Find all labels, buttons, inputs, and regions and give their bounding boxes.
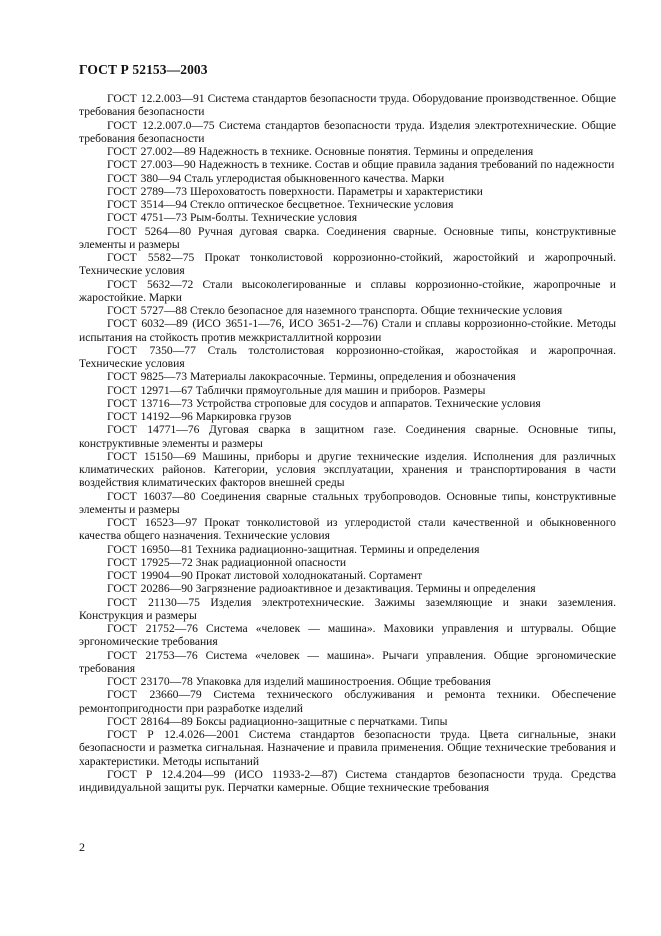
reference-title: Изделия электротехнические. Зажимы заземляющие и знаки заземления. Конструкция и размеры [79,595,617,622]
reference-title: Надежность в технике. Основные понятия. Термины и определения [198,145,534,158]
reference-title: Прокат тонколистовой из углеродистой стали качественной и обыкновенного качества общего назначения. Технические условия [79,516,616,543]
reference-item [79,225,616,252]
reference-code: ГОСТ 21130—75 [107,595,200,609]
reference-code: ГОСТ 2789—73 [107,184,188,198]
reference-item [79,119,616,146]
reference-code: ГОСТ 16523—97 [107,516,198,529]
reference-item [79,278,616,305]
reference-title: Техника радиационно-защитная. Термины и определения [195,542,480,556]
reference-title: Стали высоколегированные и сплавы коррозионно-стойкие, жаропрочные и жаростойкие. Марки [79,277,616,304]
reference-title: Стекло оптическое бесцветное. Технические условия [189,198,454,211]
reference-code: ГОСТ 28164—89 [107,714,193,728]
reference-title: Система стандартов безопасности труда. Цвета сигнальные, знаки безопасности и разметка сигнальная. Назначение и правила применения. Общие технические требования и характеристики. Методы испытаний [79,728,616,768]
reference-title: Материалы лакокрасочные. Термины, определения и обозначения [189,370,516,384]
reference-title: Прокат тонколистовой коррозионно-стойкий, жаростойкий и жаропрочный. Технические условия [79,251,616,278]
reference-item [79,543,616,556]
reference-code: ГОСТ 6032—89 (ИСО 3651-1—76, ИСО 3651-2—76) [107,317,378,331]
reference-title: Машины, приборы и другие технические изделия. Исполнения для различных климатических районов. Категории, условия эксплуатации, хранения и транспортирования в части воздействия климатических факторов внешней среды [79,449,616,490]
reference-code: ГОСТ 9825—73 [107,370,188,384]
reference-title: Стекло безопасное для наземного транспорта. Общие технические условия [189,304,563,317]
reference-item [79,317,616,344]
reference-title: Сталь толстолистовая коррозионно-стойкая, жаростойкая и жаропрочная. Технические условия [79,343,616,370]
reference-item [79,768,616,795]
reference-item [79,370,616,383]
reference-item [79,384,616,397]
reference-item [79,172,616,185]
reference-title: Система технического обслуживания и ремонта техники. Обеспечение ремонтопригодности при разработке изделий [79,688,616,715]
reference-code: ГОСТ 20286—90 [107,582,193,596]
reference-title: Загрязнение радиоактивное и дезактивация. Термины и определения [195,582,536,596]
reference-code: ГОСТ 12.2.003—91 [107,92,205,105]
reference-code: ГОСТ 21752—76 [107,622,198,635]
document-header-title: ГОСТ Р 52153—2003 [79,62,208,77]
reference-item [79,304,616,317]
reference-title: Система стандартов безопасности труда. Изделия электротехнические. Общие требования безопасности [79,118,616,145]
reference-item [79,556,616,569]
reference-code: ГОСТ 15150—69 [107,449,197,463]
reference-item [79,185,616,198]
reference-item [79,145,616,158]
reference-code: ГОСТ 14771—76 [107,423,200,437]
reference-code: ГОСТ 23660—79 [107,688,202,702]
reference-code: ГОСТ 4751—73 [107,211,188,225]
page-number: 2 [79,840,85,854]
reference-title: Стали и сплавы коррозионно-стойкие. Методы испытания на стойкость против межкристаллитной коррозии [79,317,616,344]
reference-title: Соединения сварные стальных трубопроводов. Основные типы, конструктивные элементы и размеры [79,489,616,516]
reference-code: ГОСТ 16037—80 [107,489,196,503]
reference-title: Надежность в технике. Состав и общие правила задания требований по надежности [198,158,615,172]
reference-code: ГОСТ 19904—90 [107,569,193,582]
reference-code: ГОСТ 16950—81 [107,542,193,556]
reference-item [79,423,616,450]
reference-item [79,92,616,119]
reference-item [79,251,616,278]
reference-item [79,596,616,623]
reference-item [79,410,616,423]
reference-title: Система «человек — машина». Рычаги управления. Общие эргономические требования [79,648,616,675]
reference-title: Система стандартов безопасности труда. Средства индивидуальной защиты рук. Перчатки камерные. Общие технические требования [79,767,616,794]
reference-item [79,715,616,728]
reference-code: ГОСТ Р 12.4.026—2001 [107,728,240,741]
reference-title: Прокат листовой холоднокатаный. Сортамент [195,569,423,582]
reference-item [79,198,616,211]
reference-item [79,397,616,410]
reference-code: ГОСТ 5264—80 [107,224,192,238]
reference-item [79,450,616,490]
reference-title: Рым-болты. Технические условия [189,211,358,225]
reference-code: ГОСТ 380—94 [107,171,182,185]
reference-code: ГОСТ 7350—77 [107,343,196,357]
reference-item [79,158,616,171]
reference-item [79,490,616,517]
reference-code: ГОСТ 23170—78 [107,675,193,688]
reference-code: ГОСТ 27.003—90 [107,158,196,172]
reference-title: Система «человек — машина». Маховики управления и штурвалы. Общие эргономические требования [79,622,616,649]
reference-item [79,622,616,649]
reference-title: Устройства строповые для сосудов и аппаратов. Технические условия [195,396,541,410]
reference-item [79,728,616,768]
reference-code: ГОСТ 27.002—89 [107,145,196,158]
reference-title: Таблички прямоугольные для машин и приборов. Размеры [195,383,486,397]
reference-code: ГОСТ 14192—96 [107,410,193,423]
reference-code: ГОСТ 17925—72 [107,555,193,569]
reference-item [79,675,616,688]
reference-item [79,649,616,676]
reference-item [79,688,616,715]
reference-code: ГОСТ 5632—72 [107,277,194,291]
reference-code: ГОСТ 5727—88 [107,304,188,317]
reference-title: Ручная дуговая сварка. Соединения сварные. Основные типы, конструктивные элементы и размеры [79,224,616,251]
reference-item [79,582,616,595]
reference-title: Маркировка грузов [195,410,292,423]
reference-title: Система стандартов безопасности труда. Оборудование производственное. Общие требования безопасности [79,92,616,119]
reference-title: Знак радиационной опасности [195,555,347,569]
reference-item [79,211,616,224]
reference-code: ГОСТ 21753—76 [107,648,198,662]
reference-title: Упаковка для изделий машиностроения. Общие требования [195,675,491,688]
reference-code: ГОСТ Р 12.4.204—99 (ИСО 11933-2—87) [107,767,338,781]
reference-item [79,516,616,543]
reference-code: ГОСТ 12971—67 [107,383,193,397]
reference-code: ГОСТ 3514—94 [107,198,188,211]
reference-title: Шероховатость поверхности. Параметры и характеристики [189,184,483,198]
reference-code: ГОСТ 12.2.007.0—75 [107,118,215,132]
reference-item [79,569,616,582]
reference-title: Сталь углеродистая обыкновенного качества. Марки [184,171,445,185]
reference-title: Боксы радиационно-защитные с перчатками. Типы [195,714,448,728]
reference-item [79,344,616,371]
normative-references-list [79,92,616,794]
reference-title: Дуговая сварка в защитном газе. Соединения сварные. Основные типы, конструктивные элементы и размеры [79,423,616,450]
reference-code: ГОСТ 5582—75 [107,251,195,264]
reference-code: ГОСТ 13716—73 [107,396,193,410]
